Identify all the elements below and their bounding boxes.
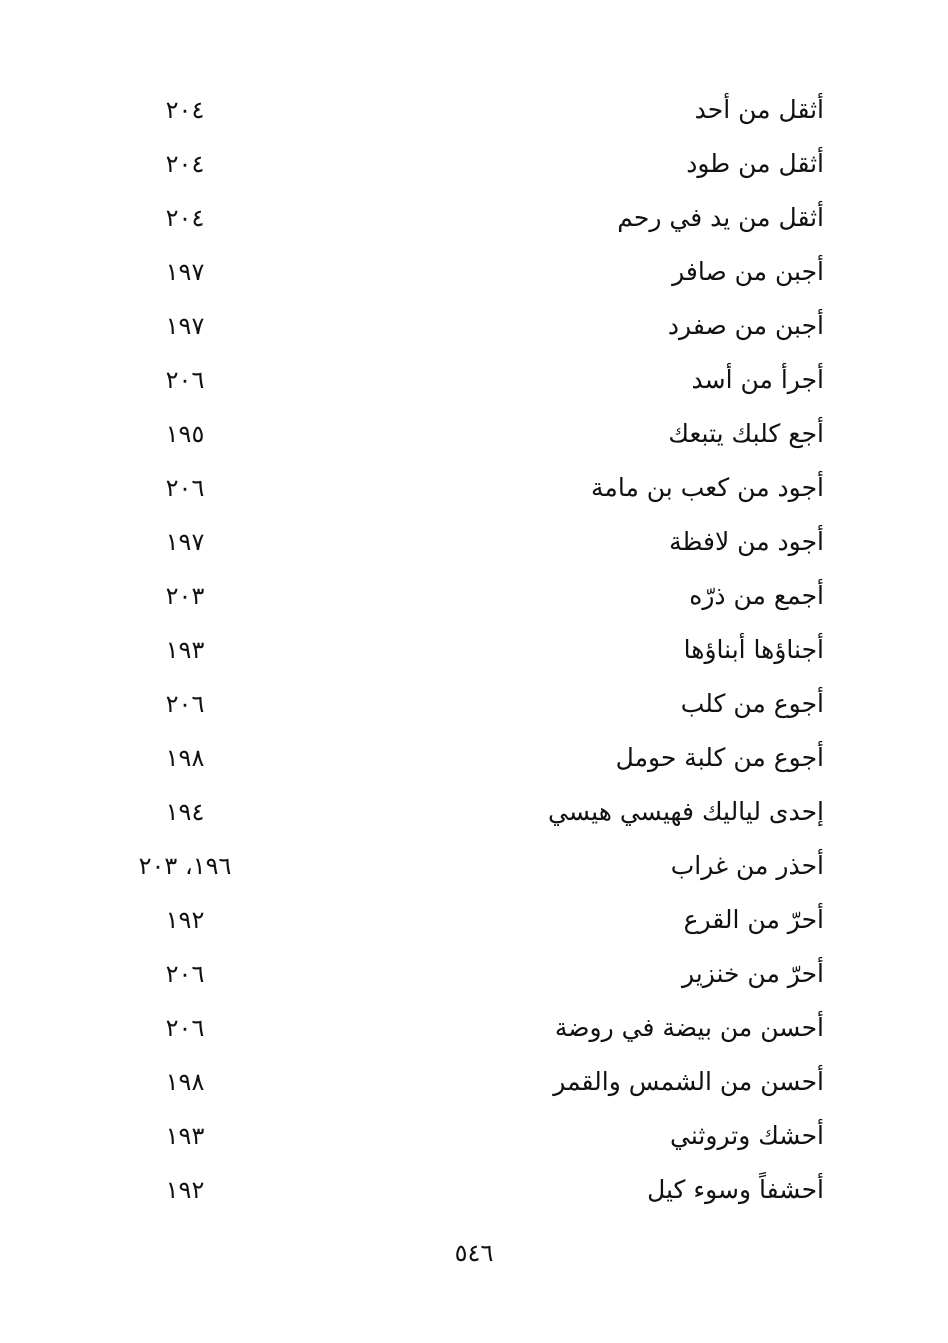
- page-reference: ٢٠٦: [165, 1014, 205, 1042]
- page-reference: ٢٠٤: [165, 96, 205, 124]
- proverb-text: أجمع من ذرّه: [689, 581, 824, 610]
- proverb-text: أجوع من كلب: [680, 689, 824, 718]
- proverb-text: أحسن من الشمس والقمر: [553, 1067, 824, 1096]
- page-reference: ٢٠٦: [165, 690, 205, 718]
- proverb-text: أجرأ من أسد: [691, 365, 824, 394]
- page-reference: ١٩٧: [165, 312, 205, 340]
- proverb-text: أحذر من غراب: [670, 851, 824, 880]
- proverb-text: أحشفاً وسوء كيل: [647, 1175, 824, 1204]
- index-entry: [0, 947, 948, 1001]
- page-reference: ٢٠٤: [165, 204, 205, 232]
- index-entry: [0, 569, 948, 623]
- index-entry: [0, 1163, 948, 1217]
- index-entry: [0, 1109, 948, 1163]
- page-reference: ١٩٥: [165, 420, 205, 448]
- page-reference: ٢٠٤: [165, 150, 205, 178]
- page-reference: ١٩٢: [165, 1176, 205, 1204]
- index-entry: [0, 353, 948, 407]
- page-reference: ١٩٧: [165, 528, 205, 556]
- proverb-text: أجبن من صافر: [672, 257, 824, 286]
- proverb-text: أحشك وتروثني: [670, 1121, 824, 1150]
- proverb-text: أجود من كعب بن مامة: [591, 473, 824, 502]
- proverb-text: أحرّ من القرع: [683, 905, 824, 934]
- proverb-index-list: [0, 83, 948, 1217]
- page-reference: ١٩٤: [165, 798, 205, 826]
- index-entry: [0, 191, 948, 245]
- index-entry: [0, 731, 948, 785]
- index-entry: [0, 461, 948, 515]
- index-entry: [0, 1001, 948, 1055]
- index-entry: [0, 839, 948, 893]
- page-reference: ١٩٣: [165, 636, 205, 664]
- index-entry: [0, 893, 948, 947]
- page-reference: ١٩٨: [165, 744, 205, 772]
- page-reference: ٢٠٣: [165, 582, 205, 610]
- proverb-text: إحدى لياليك فهيسي هيسي: [548, 797, 824, 826]
- proverb-text: أجود من لافظة: [669, 527, 824, 556]
- page-number: ٥٤٦: [454, 1239, 494, 1267]
- index-entry: [0, 137, 948, 191]
- page-reference: ١٩٢: [165, 906, 205, 934]
- page-reference: ١٩٦، ٢٠٣: [138, 852, 232, 880]
- proverb-text: أثقل من يد في رحم: [617, 203, 824, 232]
- proverb-text: أجبن من صفرد: [667, 311, 824, 340]
- page-reference: ٢٠٦: [165, 474, 205, 502]
- proverb-text: أجوع من كلبة حومل: [615, 743, 824, 772]
- index-entry: [0, 515, 948, 569]
- index-entry: [0, 623, 948, 677]
- page-reference: ١٩٧: [165, 258, 205, 286]
- proverb-text: أحسن من بيضة في روضة: [554, 1013, 824, 1042]
- proverb-text: أجع كلبك يتبعك: [668, 419, 824, 448]
- page-reference: ١٩٨: [165, 1068, 205, 1096]
- index-entry: [0, 83, 948, 137]
- index-entry: [0, 245, 948, 299]
- index-entry: [0, 1055, 948, 1109]
- index-entry: [0, 299, 948, 353]
- proverb-text: أجناؤها أبناؤها: [683, 635, 824, 664]
- page-reference: ٢٠٦: [165, 960, 205, 988]
- index-entry: [0, 407, 948, 461]
- proverb-text: أحرّ من خنزير: [681, 959, 824, 988]
- index-entry: [0, 677, 948, 731]
- proverb-text: أثقل من طود: [686, 149, 824, 178]
- index-entry: [0, 785, 948, 839]
- page-reference: ٢٠٦: [165, 366, 205, 394]
- proverb-text: أثقل من أحد: [694, 95, 824, 124]
- page-reference: ١٩٣: [165, 1122, 205, 1150]
